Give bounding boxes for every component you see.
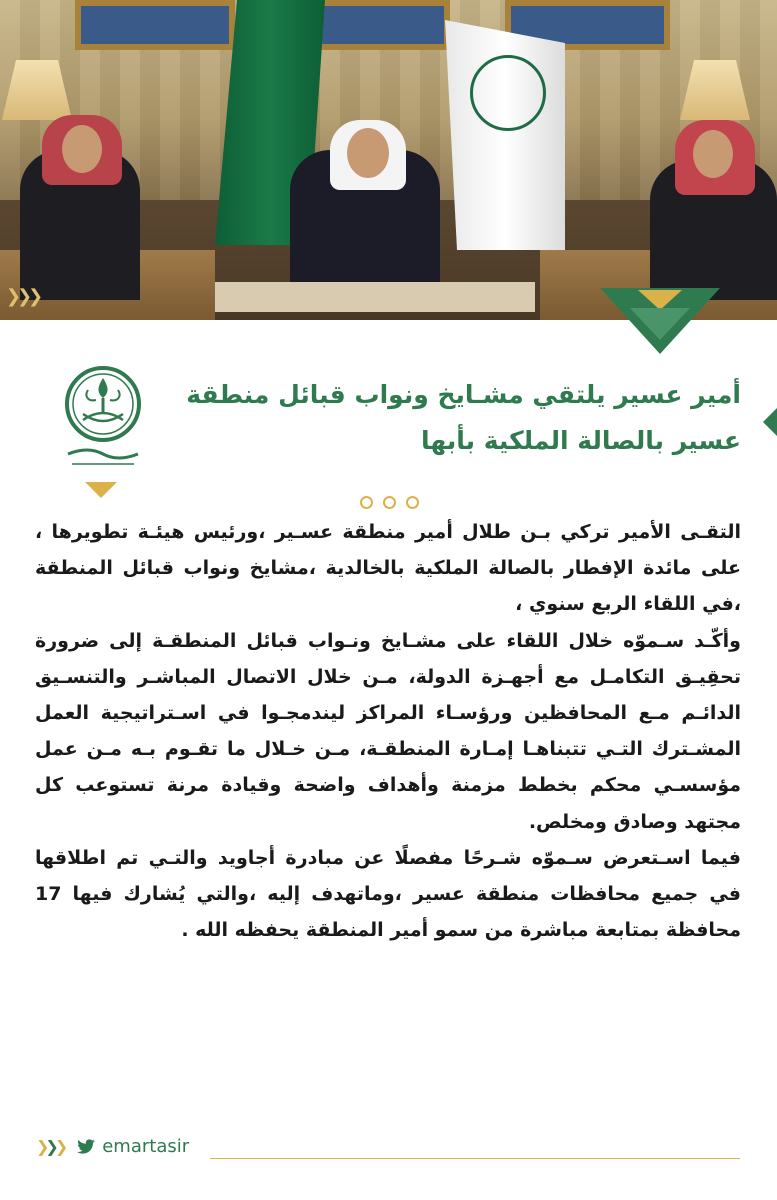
body-line: التقـى الأمير تركي بـن طلال أمير منطقة عسـير ،ورئيس هيئـة تطويرها ، [35,521,741,543]
article-body [35,514,741,948]
body-line: تحقِيـق التكامـل مع أجهـزة الدولة، مـن خلال الاتصال المباشـر والتنسـيق [35,665,741,688]
logo-marker-icon [85,482,117,498]
side-marker-icon [763,408,777,436]
body-line: المشـترك التـي تتبناهـا إمـارة المنطقـة، مـن خـلال ما تقـوم بـه مـن عمل [35,738,741,761]
chevrons-decoration: ❯❯❯ [6,286,40,307]
body-line: محافظة بمتابعة مباشرة من سمو أمير المنطقة يحفظه الله . [181,919,741,942]
twitter-icon[interactable] [76,1139,96,1155]
footer-divider [210,1158,740,1159]
chevrons-icon: ❯❯❯ [36,1137,65,1156]
emirate-logo [58,362,148,482]
paragraph-3 [35,840,741,949]
arrow-badge-icon [600,288,720,356]
paragraph-1 [35,514,741,623]
separator-dots [360,496,419,509]
body-line: ،في اللقاء الربع سنوي ، [515,593,741,616]
body-line: فيما اسـتعرض سـموّه شـرحًا مفصلًا عن مبادرة أجاويد والتـي تم اطلاقها [35,846,741,869]
body-line: الدائـم مـع المحافظين ورؤسـاء المراكز ليندمجـوا في اسـتراتيجية العمل [35,701,741,724]
headline-line-1: أمير عسير يلتقي مشـايخ ونواب قبائل منطقة [186,380,741,409]
headline [141,372,741,464]
header-photo [0,0,777,320]
body-line: في جميع محافظات منطقة عسير ،وماتهدف إليه ،والتي يُشارك فيها 17 [35,882,741,905]
body-line: وأكّـد سـموّه خلال اللقاء على مشـايخ ونـواب قبائل المنطقـة إلى ضرورة [35,629,741,652]
body-line: مجتهد وصادق ومخلص. [528,810,741,833]
footer [36,1136,189,1157]
body-line: على مائدة الإفطار بالصالة الملكية بالخالدية ،مشايخ ونواب قبائل المنطقة [35,557,741,580]
twitter-handle[interactable]: emartasir [102,1136,190,1157]
body-line: مؤسسـي محكم بخطط مزمنة وأهداف واضحة وقيادة مرنة تستوعب كل [35,774,741,797]
paragraph-2 [35,623,741,840]
headline-line-2: عسير بالصالة الملكية بأبها [421,426,741,455]
